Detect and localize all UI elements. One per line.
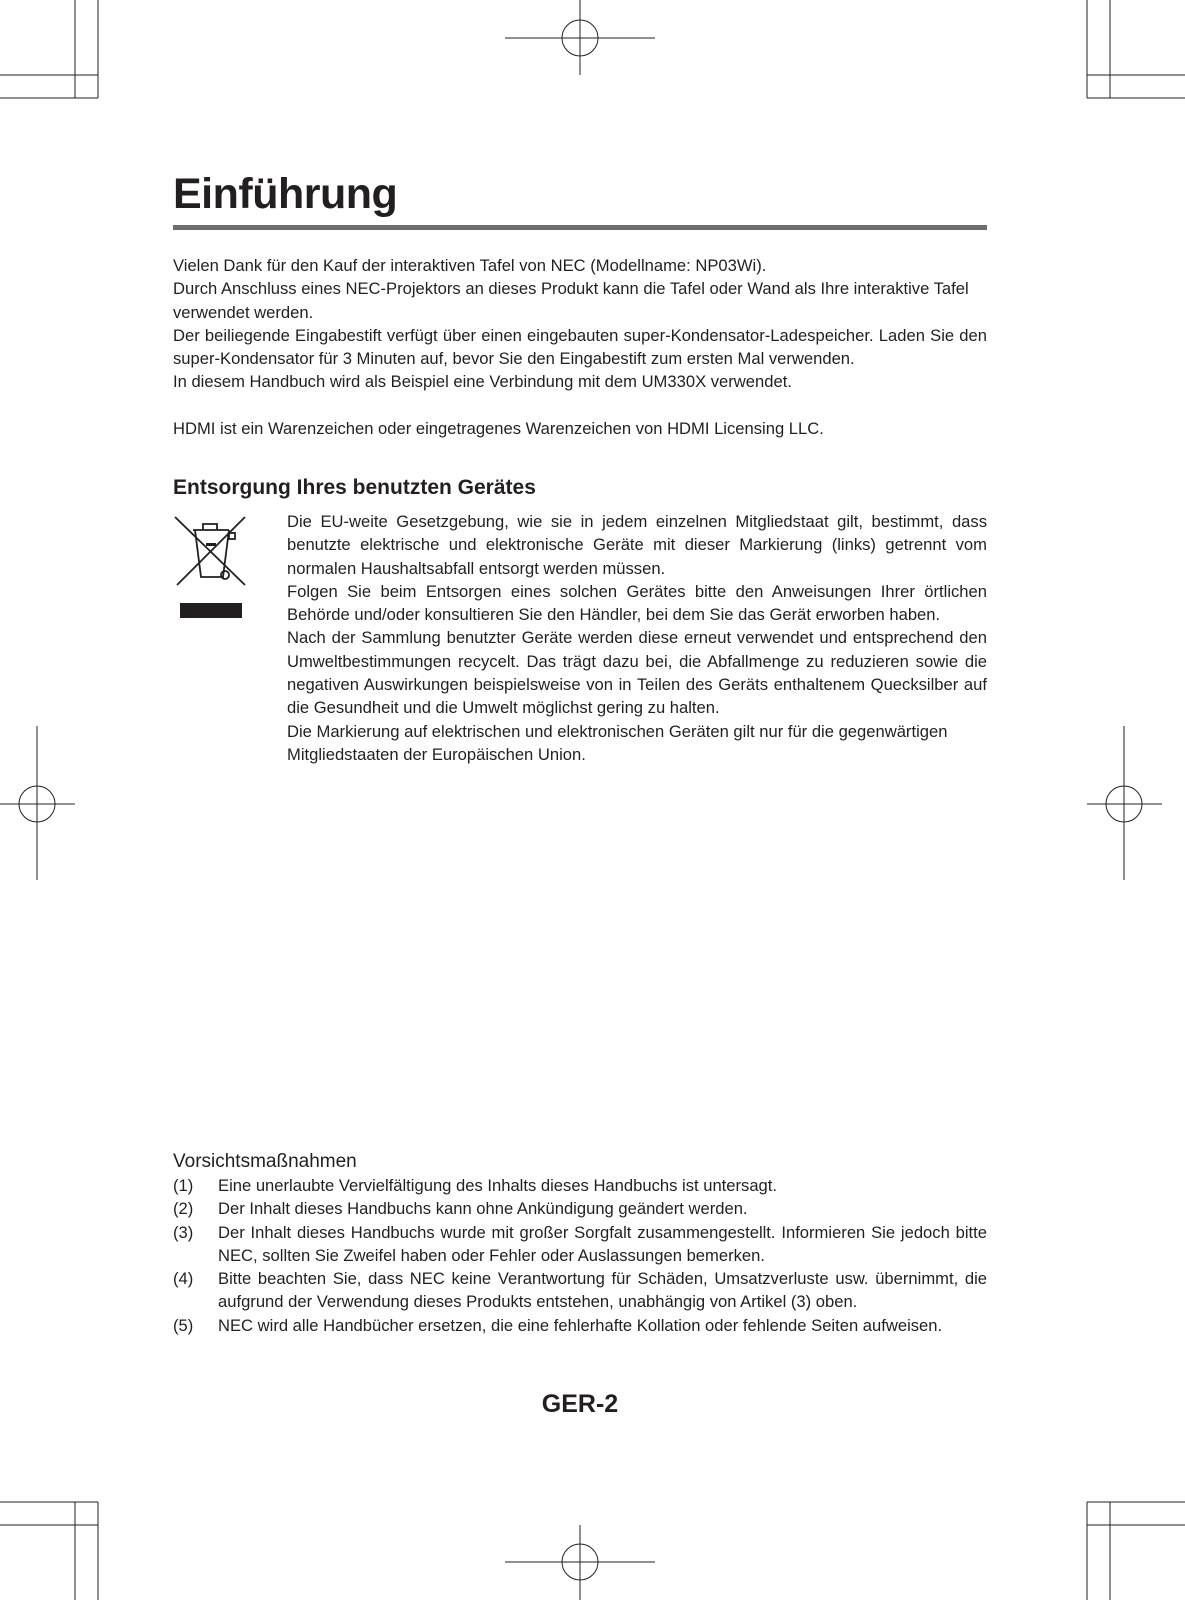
disposal-paragraph: Folgen Sie beim Entsorgen eines solchen Gerätes bitte den Anweisungen Ihrer örtlichen Behörde und/oder konsultieren Sie den Händler, bei dem Sie das Gerät erworben haben.: [287, 581, 987, 625]
item-number: (2): [173, 1199, 194, 1219]
page-title: Einführung: [173, 170, 398, 218]
title-rule: [173, 225, 987, 230]
disposal-heading: Entsorgung Ihres benutzten Gerätes: [173, 476, 536, 499]
trademark-note: HDMI ist ein Warenzeichen oder eingetragenes Warenzeichen von HDMI Licensing LLC.: [173, 419, 824, 439]
intro-paragraph: Der beiliegende Eingabestift verfügt über einen eingebauten super-Kondensator-Ladespeicher. Laden Sie den super-Kondensator für 3 Minuten auf, bevor Sie den Eingabestift zum ersten Mal verwenden.: [173, 325, 987, 369]
disposal-text: [287, 510, 987, 766]
list-item: [173, 1174, 987, 1197]
item-text: Eine unerlaubte Vervielfältigung des Inhalts dieses Handbuchs ist untersagt.: [218, 1176, 778, 1195]
disposal-paragraph: Nach der Sammlung benutzter Geräte werden diese erneut verwendet und entsprechend den Umweltbestimmungen recycelt. Das trägt dazu bei, die Abfallmenge zu reduzieren sowie die negativen Auswirkungen beispielsweise von in Teilen des Geräts enthaltenem Quecksilber auf die Gesundheit und die Umwelt möglichst gering zu halten.: [287, 628, 987, 718]
precautions-section: [173, 1150, 987, 1337]
intro-paragraph: Vielen Dank für den Kauf der interaktiven Tafel von NEC (Modellname: NP03Wi).: [173, 256, 767, 275]
weee-crossed-bin-icon: [173, 515, 249, 620]
disposal-paragraph: Die EU-weite Gesetzgebung, wie sie in jedem einzelnen Mitgliedstaat gilt, bestimmt, dass benutzte elektrische und elektronische Geräte mit dieser Markierung (links) getrennt vom normalen Haushaltsabfall entsorgt werden müssen.: [287, 512, 987, 578]
item-number: (3): [173, 1222, 194, 1242]
list-item: [173, 1197, 987, 1220]
page-number: GER-2: [541, 1390, 619, 1418]
list-item: [173, 1314, 987, 1337]
item-text: Der Inhalt dieses Handbuchs wurde mit großer Sorgfalt zusammengestellt. Informieren Sie jedoch bitte NEC, sollten Sie Zweifel haben oder Fehler oder Auslassungen bemerken.: [218, 1222, 987, 1265]
item-text: Bitte beachten Sie, dass NEC keine Verantwortung für Schäden, Umsatzverluste usw. übernimmt, die aufgrund der Verwendung dieses Produkts entstehen, unabhängig von Artikel (3) oben.: [218, 1269, 987, 1312]
item-number: (5): [173, 1315, 194, 1335]
precautions-heading: Vorsichtsmaßnahmen: [173, 1151, 357, 1172]
list-item: [173, 1267, 987, 1314]
disposal-paragraph: Die Markierung auf elektrischen und elektronischen Geräten gilt nur für die gegenwärtigen Mitgliedstaaten der Europäischen Union.: [287, 721, 948, 764]
item-number: (1): [173, 1176, 194, 1195]
item-number: (4): [173, 1269, 194, 1289]
item-text: NEC wird alle Handbücher ersetzen, die eine fehlerhafte Kollation oder fehlende Seiten aufweisen.: [218, 1315, 943, 1335]
intro-section: [173, 254, 987, 440]
item-text: Der Inhalt dieses Handbuchs kann ohne Ankündigung geändert werden.: [218, 1199, 748, 1219]
intro-paragraph: Durch Anschluss eines NEC-Projektors an dieses Produkt kann die Tafel oder Wand als Ihre interaktive Tafel verwendet werden.: [173, 279, 969, 322]
list-item: [173, 1221, 987, 1268]
intro-paragraph: In diesem Handbuch wird als Beispiel eine Verbindung mit dem UM330X verwendet.: [173, 372, 792, 392]
precautions-list: [173, 1174, 987, 1337]
